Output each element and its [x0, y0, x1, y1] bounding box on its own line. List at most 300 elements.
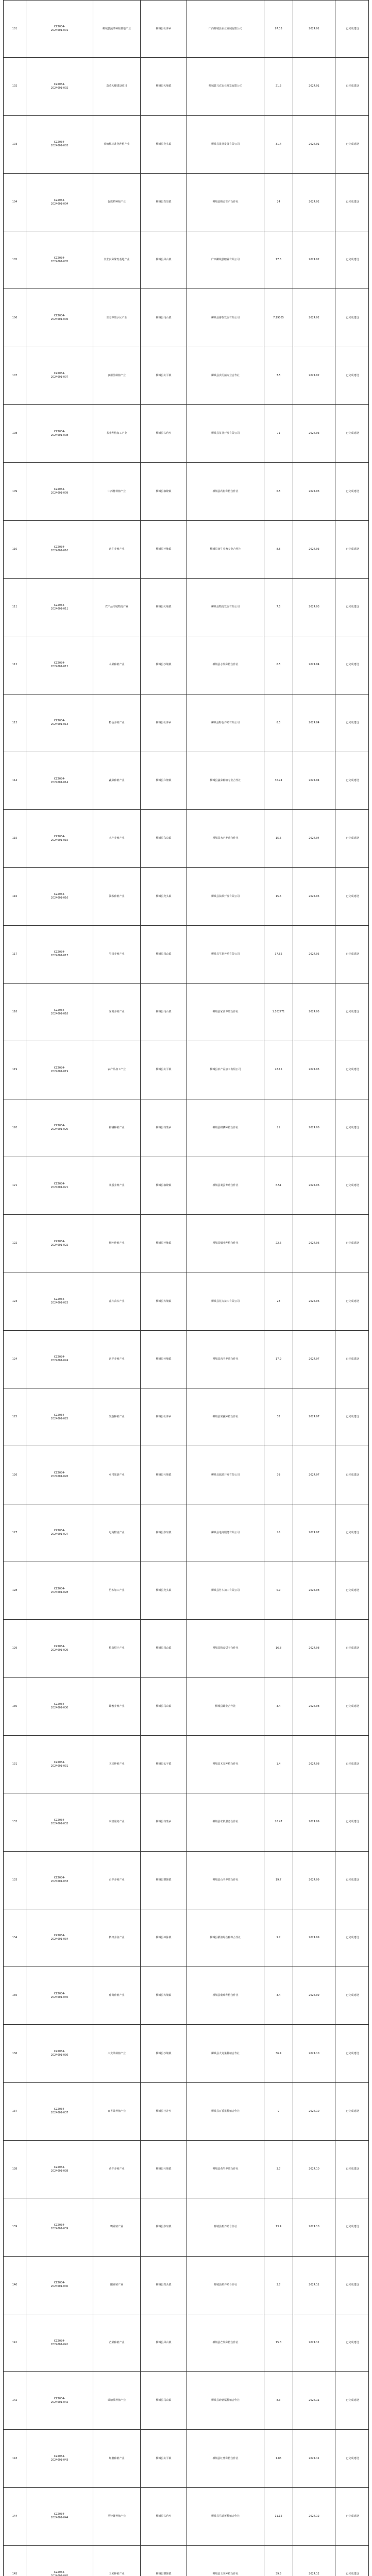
cell-company: 柳城县山羊养殖合作社	[187, 1852, 264, 1909]
cell-status: 已完成建设	[346, 1242, 359, 1245]
cell-name: 水果种植产业	[93, 636, 141, 693]
cell-scope: 柳城县寨隆镇	[141, 2546, 187, 2576]
cell-code: CZ2034- 2024001-021	[26, 1157, 93, 1214]
cell-status: 已完成建设	[346, 1589, 359, 1592]
cell-name: 粮食烘干产业	[93, 1620, 141, 1677]
cell-scope: 柳城县六塘镇	[141, 2141, 187, 2198]
cell-scope: 柳城县东泉镇	[141, 1504, 187, 1562]
cell-name: 砂糖橘种植产业	[93, 2372, 141, 2429]
table-row	[3, 1099, 369, 1157]
cell-company: 柳城县芒果种植合作社	[187, 2314, 264, 2371]
cell-code: CZ2034- 2024001-001	[26, 1, 93, 57]
table-row	[3, 2488, 369, 2546]
cell-no: 131	[4, 1736, 26, 1793]
cell-date: 2024.07	[293, 1388, 335, 1446]
cell-status: 已完成建设	[346, 200, 359, 204]
table-row	[3, 1273, 369, 1331]
cell-code: CZ2034- 2024001-013	[26, 694, 93, 752]
table-row	[3, 2314, 369, 2372]
cell-date: 2024.05	[293, 868, 335, 925]
table-row	[3, 2083, 369, 2141]
table-row	[3, 1157, 369, 1215]
cell-no: 142	[4, 2372, 26, 2429]
cell-company: 柳城县农产品加工有限公司	[187, 1041, 264, 1098]
table-row	[3, 579, 369, 636]
table-row	[3, 1678, 369, 1736]
cell-amount: 8.5	[264, 694, 293, 752]
cell-name: 葡萄种植产业	[93, 1967, 141, 2024]
cell-scope: 柳城县马山镇	[141, 2372, 187, 2429]
cell-amount: 0.9	[264, 1562, 293, 1619]
cell-date: 2024.10	[293, 2198, 335, 2256]
cell-date: 2024.10	[293, 2083, 335, 2140]
cell-date: 2024.09	[293, 1909, 335, 1967]
cell-scope: 柳城县冲脉镇	[141, 1215, 187, 1272]
cell-status: 已完成建设	[346, 1068, 359, 1072]
table-row	[3, 1446, 369, 1504]
cell-date: 2024.09	[293, 1793, 335, 1851]
cell-name: 百香果种植产业	[93, 2083, 141, 2140]
cell-scope: 柳城县古砦乡	[141, 2488, 187, 2545]
cell-no: 125	[4, 1388, 26, 1446]
cell-name: 电商物流产业	[93, 1504, 141, 1562]
cell-date: 2024.02	[293, 347, 335, 404]
cell-code: CZ2034- 2024001-004	[26, 174, 93, 231]
table-row	[3, 174, 369, 231]
cell-no: 126	[4, 1446, 26, 1503]
cell-amount: 22.6	[264, 1215, 293, 1272]
cell-date: 2024.03	[293, 521, 335, 578]
cell-status: 已完成建设	[346, 2572, 359, 2576]
cell-scope: 柳城县马山镇	[141, 289, 187, 346]
cell-no: 113	[4, 694, 26, 752]
table-row	[3, 231, 369, 289]
cell-status: 已完成建设	[346, 1415, 359, 1419]
cell-amount: 6.5	[264, 463, 293, 520]
cell-status: 已完成建设	[346, 2283, 359, 2286]
table-row	[3, 1852, 369, 1909]
cell-company: 柳城县茶业开发有限公司	[187, 405, 264, 462]
cell-name: 沙糖橘标准化种植产业	[93, 116, 141, 173]
cell-status: 已完成建设	[346, 316, 359, 319]
cell-code: CZ2034- 2024001-005	[26, 231, 93, 289]
table-row	[3, 1504, 369, 1562]
cell-name: 农产品加工产业	[93, 1041, 141, 1098]
cell-date: 2024.10	[293, 2141, 335, 2198]
cell-code: CZ2034- 2024001-006	[26, 289, 93, 346]
cell-amount: 1.85	[264, 2430, 293, 2487]
cell-name: 蔬菜大棚建设项目	[93, 58, 141, 115]
cell-code: CZ2034- 2024001-022	[26, 1215, 93, 1272]
cell-no: 112	[4, 636, 26, 693]
cell-company: 柳城县黄牛养殖合作社	[187, 2141, 264, 2198]
cell-name: 生态养殖小区产业	[93, 289, 141, 346]
cell-scope: 柳城县冲脉镇	[141, 1909, 187, 1967]
cell-scope: 柳城县大埔镇	[141, 579, 187, 636]
cell-company: 柳城县电商服务有限公司	[187, 1504, 264, 1562]
table-row	[3, 521, 369, 579]
cell-amount: 16.8	[264, 1620, 293, 1677]
cell-name: 黄牛养殖产业	[93, 2141, 141, 2198]
table-row	[3, 636, 369, 694]
cell-name: 芒果种植产业	[93, 2314, 141, 2371]
cell-company: 柳城县玉米种植合作社	[187, 2546, 264, 2576]
cell-scope: 柳城县寨隆镇	[141, 1157, 187, 1214]
cell-code: CZ2034- 2024001-045	[26, 2546, 93, 2576]
cell-name: 特色养殖产业	[93, 694, 141, 752]
cell-date: 2024.01	[293, 116, 335, 173]
cell-no: 104	[4, 174, 26, 231]
table-row	[3, 2025, 369, 2082]
cell-code: CZ2034- 2024001-018	[26, 984, 93, 1041]
cell-status: 已完成建设	[346, 837, 359, 840]
cell-name: 花卉苗木产业	[93, 1273, 141, 1330]
cell-status: 已完成建设	[346, 84, 359, 88]
cell-amount: 15.8	[264, 2314, 293, 2371]
cell-company: 柳城县水产养殖合作社	[187, 810, 264, 867]
cell-scope: 柳城县社冲乡	[141, 694, 187, 752]
cell-status: 已完成建设	[346, 374, 359, 377]
cell-amount: 8.3	[264, 2372, 293, 2429]
cell-no: 143	[4, 2430, 26, 2487]
table-row	[3, 1331, 369, 1388]
cell-no: 105	[4, 231, 26, 289]
cell-code: CZ2034- 2024001-034	[26, 1909, 93, 1967]
table-row	[3, 1909, 369, 1967]
cell-scope: 柳城县龙头镇	[141, 2257, 187, 2314]
cell-no: 132	[4, 1793, 26, 1851]
cell-company: 柳城县药材种植合作社	[187, 463, 264, 520]
cell-scope: 柳城县大埔镇	[141, 58, 187, 115]
cell-date: 2024.02	[293, 174, 335, 231]
cell-date: 2024.11	[293, 2430, 335, 2487]
cell-amount: 3.7	[264, 2141, 293, 2198]
table-row	[3, 2198, 369, 2256]
cell-amount: 6.51	[264, 1157, 293, 1214]
cell-status: 已完成建设	[346, 1357, 359, 1361]
cell-date: 2024.04	[293, 752, 335, 809]
cell-no: 140	[4, 2257, 26, 2314]
cell-scope: 柳城县冲脉镇	[141, 521, 187, 578]
cell-code: CZ2034- 2024001-025	[26, 1388, 93, 1446]
cell-status: 已完成建设	[346, 1762, 359, 1766]
cell-amount: 32	[264, 1388, 293, 1446]
cell-scope: 柳城县大埔镇	[141, 1967, 187, 2024]
cell-date: 2024.09	[293, 1852, 335, 1909]
cell-amount: 36.24	[264, 752, 293, 809]
cell-name: 肉羊养殖产业	[93, 1331, 141, 1388]
cell-code: CZ2034- 2024001-038	[26, 2141, 93, 2198]
cell-status: 已完成建设	[346, 489, 359, 493]
cell-name: 红薯种植产业	[93, 2430, 141, 2487]
cell-name: 家禽养殖产业	[93, 984, 141, 1041]
cell-date: 2024.11	[293, 2314, 335, 2371]
cell-name: 马铃薯种植产业	[93, 2488, 141, 2545]
cell-date: 2024.06	[293, 1273, 335, 1330]
cell-no: 108	[4, 405, 26, 462]
cell-date: 2024.07	[293, 1446, 335, 1503]
cell-date: 2024.03	[293, 405, 335, 462]
cell-status: 已完成建设	[346, 1473, 359, 1477]
cell-no: 102	[4, 58, 26, 115]
cell-date: 2024.08	[293, 1562, 335, 1619]
cell-company: 柳城县火龙果种植合作社	[187, 2025, 264, 2082]
cell-amount: 97.33	[264, 1, 293, 57]
cell-company: 柳城县红薯种植合作社	[187, 2430, 264, 2487]
cell-amount: 17.9	[264, 1331, 293, 1388]
cell-scope: 柳城县社冲乡	[141, 2083, 187, 2140]
cell-code: CZ2034- 2024001-030	[26, 1678, 93, 1735]
cell-scope: 柳城县寨隆镇	[141, 463, 187, 520]
cell-scope: 柳城县太平镇	[141, 1736, 187, 1793]
cell-status: 已完成建设	[346, 1878, 359, 1882]
cell-status: 已完成建设	[346, 894, 359, 898]
cell-date: 2024.04	[293, 810, 335, 867]
cell-code: CZ2034- 2024001-019	[26, 1041, 93, 1098]
cell-amount: 1.4	[264, 1736, 293, 1793]
cell-company: 广西柳城县农业发展有限公司	[187, 1, 264, 57]
cell-no: 103	[4, 116, 26, 173]
cell-code: CZ2034- 2024001-020	[26, 1099, 93, 1157]
cell-name: 柑橘种植产业	[93, 1099, 141, 1157]
cell-status: 已完成建设	[346, 1994, 359, 1997]
cell-company: 柳城县马铃薯种植合作社	[187, 2488, 264, 2545]
cell-no: 111	[4, 579, 26, 636]
cell-amount: 8.5	[264, 521, 293, 578]
cell-code: CZ2034- 2024001-008	[26, 405, 93, 462]
cell-date: 2024.09	[293, 1967, 335, 2024]
cell-no: 128	[4, 1562, 26, 1619]
cell-name: 生猪养殖产业	[93, 926, 141, 983]
cell-status: 已完成建设	[346, 2167, 359, 2171]
cell-date: 2024.07	[293, 1504, 335, 1562]
cell-company: 柳城县烟叶种植合作社	[187, 1215, 264, 1272]
table-row	[3, 868, 369, 925]
project-table	[3, 0, 369, 2576]
cell-scope: 柳城县龙头镇	[141, 868, 187, 925]
cell-code: CZ2034- 2024001-032	[26, 1793, 93, 1851]
cell-status: 已完成建设	[346, 432, 359, 435]
cell-amount: 19.7	[264, 1852, 293, 1909]
cell-code: CZ2034- 2024001-017	[26, 926, 93, 983]
cell-date: 2024.05	[293, 1041, 335, 1098]
cell-scope: 柳城县六塘镇	[141, 752, 187, 809]
cell-name: 甘蔗良种繁育基地产业	[93, 231, 141, 289]
cell-code: CZ2034- 2024001-003	[26, 116, 93, 173]
cell-amount: 39.5	[264, 2546, 293, 2576]
cell-company: 柳城县柑橘种植合作社	[187, 1099, 264, 1157]
cell-no: 123	[4, 1273, 26, 1330]
cell-no: 114	[4, 752, 26, 809]
cell-amount: 28.47	[264, 1793, 293, 1851]
cell-scope: 柳城县社冲乡	[141, 1388, 187, 1446]
cell-no: 120	[4, 1099, 26, 1157]
cell-company: 柳城县家禽养殖合作社	[187, 984, 264, 1041]
cell-company: 柳城县稻渔综合种养合作社	[187, 1909, 264, 1967]
cell-date: 2024.01	[293, 1, 335, 57]
cell-date: 2024.06	[293, 1157, 335, 1214]
cell-company: 广西柳城县糖业有限公司	[187, 231, 264, 289]
cell-company: 柳城县水果种植合作社	[187, 636, 264, 693]
cell-date: 2024.07	[293, 1331, 335, 1388]
cell-no: 138	[4, 2141, 26, 2198]
cell-date: 2024.03	[293, 579, 335, 636]
cell-code: CZ2034- 2024001-031	[26, 1736, 93, 1793]
cell-code: CZ2034- 2024001-015	[26, 810, 93, 867]
cell-amount: 3.4	[264, 1967, 293, 2024]
cell-date: 2024.05	[293, 984, 335, 1041]
cell-date: 2024.06	[293, 1215, 335, 1272]
cell-status: 已完成建设	[346, 1299, 359, 1303]
table-row	[3, 2372, 369, 2430]
cell-company: 柳城县鸭养殖合作社	[187, 2198, 264, 2256]
cell-company: 柳城县桑蚕养殖合作社	[187, 1157, 264, 1214]
cell-amount: 7.5	[264, 347, 293, 404]
cell-scope: 柳城县龙头镇	[141, 1562, 187, 1619]
cell-code: CZ2034- 2024001-037	[26, 2083, 93, 2140]
cell-code: CZ2034- 2024001-027	[26, 1504, 93, 1562]
cell-no: 133	[4, 1852, 26, 1909]
cell-name: 山羊养殖产业	[93, 1852, 141, 1909]
cell-code: CZ2034- 2024001-024	[26, 1331, 93, 1388]
cell-amount: 71	[264, 405, 293, 462]
cell-no: 109	[4, 463, 26, 520]
cell-amount: 28	[264, 1273, 293, 1330]
cell-status: 已完成建设	[346, 2514, 359, 2518]
cell-scope: 柳城县东泉镇	[141, 174, 187, 231]
cell-code: CZ2034- 2024001-036	[26, 2025, 93, 2082]
cell-company: 柳城县竹木加工有限公司	[187, 1562, 264, 1619]
cell-name: 果蔬种植产业	[93, 1388, 141, 1446]
table-row	[3, 1388, 369, 1446]
table-row	[3, 1793, 369, 1851]
cell-scope: 柳城县太平镇	[141, 2430, 187, 2487]
cell-status: 已完成建设	[346, 258, 359, 262]
cell-date: 2024.01	[293, 58, 335, 115]
cell-code: CZ2034- 2024001-044	[26, 2488, 93, 2545]
cell-status: 已完成建设	[346, 779, 359, 782]
cell-scope: 柳城县马山镇	[141, 1678, 187, 1735]
cell-company: 柳城县百香果种植合作社	[187, 2083, 264, 2140]
cell-date: 2024.04	[293, 694, 335, 752]
cell-status: 已完成建设	[346, 27, 359, 30]
cell-status: 已完成建设	[346, 2456, 359, 2460]
cell-company: 柳城县肉羊养殖合作社	[187, 1331, 264, 1388]
cell-company: 柳城县花卉苗木有限公司	[187, 1273, 264, 1330]
cell-status: 已完成建设	[346, 2341, 359, 2345]
cell-date: 2024.02	[293, 289, 335, 346]
cell-date: 2024.12	[293, 2488, 335, 2545]
table-row	[3, 405, 369, 463]
cell-name: 蔬菜种植产业	[93, 752, 141, 809]
table-row	[3, 926, 369, 984]
cell-no: 129	[4, 1620, 26, 1677]
cell-no: 135	[4, 1967, 26, 2024]
table-row	[3, 58, 369, 115]
cell-no: 127	[4, 1504, 26, 1562]
cell-amount: 6.5	[264, 636, 293, 693]
cell-code: CZ2034- 2024001-012	[26, 636, 93, 693]
cell-name: 中药材种植产业	[93, 463, 141, 520]
cell-company: 柳城县葡萄种植合作社	[187, 1967, 264, 2024]
cell-date: 2024.08	[293, 1736, 335, 1793]
cell-name: 茶叶种植加工产业	[93, 405, 141, 462]
cell-scope: 柳城县沙埔镇	[141, 1331, 187, 1388]
cell-date: 2024.08	[293, 1678, 335, 1735]
cell-amount: 39	[264, 1446, 293, 1503]
cell-code: CZ2034- 2024001-026	[26, 1446, 93, 1503]
cell-name: 竹木加工产业	[93, 1562, 141, 1619]
cell-code: CZ2034- 2024001-014	[26, 752, 93, 809]
cell-company: 柳城县油茶开发有限公司	[187, 868, 264, 925]
cell-scope: 柳城县古砦乡	[141, 1099, 187, 1157]
cell-name: 鸭养殖产业	[93, 2198, 141, 2256]
cell-scope: 柳城县凤山镇	[141, 231, 187, 289]
cell-company: 柳城县旅游开发有限公司	[187, 1446, 264, 1503]
cell-name: 水产养殖产业	[93, 810, 141, 867]
cell-code: CZ2034- 2024001-040	[26, 2257, 93, 2314]
cell-no: 106	[4, 289, 26, 346]
cell-company: 柳城县果业发展有限公司	[187, 116, 264, 173]
cell-amount: 31.4	[264, 116, 293, 173]
cell-scope: 柳城县马山镇	[141, 984, 187, 1041]
cell-status: 已完成建设	[346, 605, 359, 609]
cell-amount: 24	[264, 174, 293, 231]
cell-scope: 柳城县六塘镇	[141, 1446, 187, 1503]
cell-code: CZ2034- 2024001-023	[26, 1273, 93, 1330]
cell-amount: 21.5	[264, 58, 293, 115]
table-row	[3, 694, 369, 752]
cell-name: 烟叶种植产业	[93, 1215, 141, 1272]
cell-no: 144	[4, 2488, 26, 2545]
cell-date: 2024.11	[293, 2372, 335, 2429]
cell-code: CZ2034- 2024001-011	[26, 579, 93, 636]
cell-amount: 21	[264, 1099, 293, 1157]
cell-no: 110	[4, 521, 26, 578]
cell-amount: 36.4	[264, 2025, 293, 2082]
cell-company: 柳城县农机服务合作社	[187, 1793, 264, 1851]
cell-scope: 柳城县沙埔镇	[141, 636, 187, 693]
cell-amount: 37.62	[264, 926, 293, 983]
cell-status: 已完成建设	[346, 547, 359, 551]
cell-date: 2024.08	[293, 1620, 335, 1677]
cell-status: 已完成建设	[346, 721, 359, 724]
cell-scope: 柳城县东泉镇	[141, 810, 187, 867]
cell-name: 桑蚕养殖产业	[93, 1157, 141, 1214]
cell-scope: 柳城县龙头镇	[141, 116, 187, 173]
cell-name: 油茶种植产业	[93, 868, 141, 925]
cell-company: 柳城县果蔬种植合作社	[187, 1388, 264, 1446]
cell-status: 已完成建设	[346, 2399, 359, 2402]
cell-no: 107	[4, 347, 26, 404]
table-row	[3, 347, 369, 405]
cell-no: 116	[4, 868, 26, 925]
table-row	[3, 2546, 369, 2576]
cell-no: 124	[4, 1331, 26, 1388]
table-row	[3, 810, 369, 868]
cell-date: 2024.03	[293, 463, 335, 520]
cell-company: 柳城县蜂业合作社	[187, 1678, 264, 1735]
cell-scope: 柳城县古砦乡	[141, 1793, 187, 1851]
cell-no: 134	[4, 1909, 26, 1967]
cell-scope: 柳城县太平镇	[141, 1041, 187, 1098]
cell-no: 141	[4, 2314, 26, 2371]
cell-date: 2024.05	[293, 926, 335, 983]
cell-amount: 3.7	[264, 2257, 293, 2314]
table-row	[3, 984, 369, 1041]
cell-amount: 3.4	[264, 1678, 293, 1735]
cell-company: 柳城县蔬菜种植专业合作社	[187, 752, 264, 809]
